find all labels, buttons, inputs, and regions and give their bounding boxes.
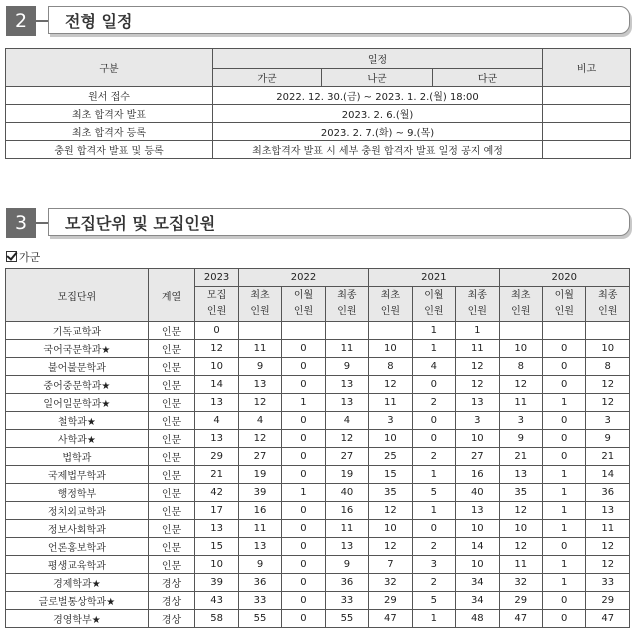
header-unit: 모집단위 [6,269,149,322]
count-cell: 0 [282,520,325,538]
unit-name: 국제법무학과 [6,466,149,484]
count-cell: 1 [543,394,586,412]
table-row [6,520,630,538]
unit-name: 중어중문학과★ [6,376,149,394]
count-cell: 0 [282,412,325,430]
count-cell: 10 [195,358,238,376]
field-name: 인문 [148,394,195,412]
table-row [6,448,630,466]
count-cell: 12 [499,502,542,520]
count-cell: 12 [586,394,630,412]
section-number: 2 [6,6,36,36]
table-row [6,610,630,628]
unit-name: 기독교학과 [6,322,149,340]
count-cell: 10 [369,340,412,358]
field-name: 인문 [148,484,195,502]
count-cell: 58 [195,610,238,628]
count-cell: 0 [282,430,325,448]
field-name: 인문 [148,322,195,340]
table-row [6,538,630,556]
count-cell: 12 [586,556,630,574]
count-cell: 0 [543,448,586,466]
header-field: 계열 [148,269,195,322]
table-row [6,592,630,610]
count-cell: 11 [325,520,368,538]
count-cell: 1 [412,322,455,340]
recruitment-table [5,268,630,628]
count-cell: 10 [586,340,630,358]
count-cell: 12 [195,340,238,358]
count-cell: 0 [282,502,325,520]
count-cell: 11 [238,340,281,358]
count-cell: 0 [543,358,586,376]
count-cell: 5 [412,484,455,502]
count-cell: 2 [412,538,455,556]
count-cell: 8 [586,358,630,376]
table-row [6,376,630,394]
count-cell: 19 [325,466,368,484]
table-row [6,484,630,502]
count-cell: 12 [499,376,542,394]
count-cell: 27 [456,448,499,466]
table-row [6,340,630,358]
count-cell: 10 [369,430,412,448]
count-cell [238,322,281,340]
count-cell: 10 [456,556,499,574]
count-cell: 15 [369,466,412,484]
count-cell: 47 [499,610,542,628]
count-cell: 1 [282,484,325,502]
count-cell: 35 [499,484,542,502]
header-da: 다군 [433,69,543,87]
count-cell: 1 [412,466,455,484]
table-row [6,502,630,520]
count-cell: 11 [238,520,281,538]
checkbox-label: 가군 [19,251,41,264]
schedule-row [6,141,631,159]
count-cell: 10 [456,430,499,448]
count-cell: 0 [543,412,586,430]
count-cell: 14 [456,538,499,556]
count-cell: 39 [238,484,281,502]
count-cell: 12 [456,376,499,394]
header-initial: 최초 인원 [499,287,542,322]
table-row [6,412,630,430]
count-cell: 9 [238,358,281,376]
count-cell: 13 [499,466,542,484]
count-cell: 2 [412,394,455,412]
count-cell: 12 [456,358,499,376]
header-year-2020: 2020 [499,269,629,287]
count-cell: 33 [586,574,630,592]
count-cell: 11 [325,340,368,358]
count-cell: 48 [456,610,499,628]
count-cell: 29 [499,592,542,610]
count-cell: 0 [543,538,586,556]
unit-name: 철학과★ [6,412,149,430]
field-name: 인문 [148,556,195,574]
section-title: 전형 일정 [65,12,133,31]
count-cell: 11 [586,520,630,538]
count-cell: 3 [499,412,542,430]
count-cell: 0 [282,358,325,376]
count-cell: 10 [195,556,238,574]
count-cell: 36 [238,574,281,592]
table-row [6,358,630,376]
count-cell: 1 [412,340,455,358]
header-final: 최종 인원 [456,287,499,322]
table-row [6,430,630,448]
count-cell [282,322,325,340]
count-cell: 12 [586,538,630,556]
count-cell: 1 [282,394,325,412]
unit-name: 정보사회학과 [6,520,149,538]
count-cell: 0 [412,412,455,430]
schedule-label: 원서 접수 [6,87,213,105]
count-cell: 0 [543,592,586,610]
header-final: 최종 인원 [325,287,368,322]
header-ga: 가군 [213,69,322,87]
count-cell: 13 [195,430,238,448]
count-cell: 47 [586,610,630,628]
count-cell: 40 [325,484,368,502]
count-cell: 3 [456,412,499,430]
field-name: 경상 [148,610,195,628]
unit-name: 경제학과★ [6,574,149,592]
count-cell: 0 [282,610,325,628]
schedule-note [543,141,631,159]
schedule-value: 최초합격자 발표 시 세부 충원 합격자 발표 일정 공지 예정 [213,141,543,159]
count-cell: 9 [325,556,368,574]
count-cell [499,322,542,340]
schedule-label: 최초 합격자 등록 [6,123,213,141]
count-cell: 0 [412,430,455,448]
count-cell: 0 [543,430,586,448]
count-cell: 27 [238,448,281,466]
count-cell: 29 [369,592,412,610]
count-cell: 21 [195,466,238,484]
count-cell: 1 [543,556,586,574]
count-cell: 8 [499,358,542,376]
table-row [6,466,630,484]
count-cell: 15 [195,538,238,556]
count-cell: 29 [195,448,238,466]
count-cell: 16 [456,466,499,484]
count-cell: 0 [282,556,325,574]
count-cell: 0 [543,376,586,394]
count-cell [543,322,586,340]
count-cell: 4 [412,358,455,376]
count-cell: 34 [456,592,499,610]
field-name: 경상 [148,592,195,610]
count-cell: 9 [238,556,281,574]
header-initial: 최초 인원 [238,287,281,322]
count-cell: 0 [282,538,325,556]
count-cell: 13 [586,502,630,520]
count-cell: 7 [369,556,412,574]
schedule-note [543,123,631,141]
unit-name: 평생교육학과 [6,556,149,574]
count-cell: 0 [412,520,455,538]
section-connector [36,222,48,224]
count-cell: 13 [325,394,368,412]
count-cell: 0 [195,322,238,340]
count-cell: 1 [543,502,586,520]
count-cell: 14 [586,466,630,484]
count-cell: 1 [543,520,586,538]
count-cell: 12 [369,502,412,520]
count-cell: 0 [543,340,586,358]
count-cell: 12 [499,538,542,556]
unit-name: 글로벌통상학과★ [6,592,149,610]
count-cell: 33 [238,592,281,610]
count-cell [325,322,368,340]
unit-name: 국어국문학과★ [6,340,149,358]
schedule-value: 2023. 2. 6.(월) [213,105,543,123]
count-cell: 1 [456,322,499,340]
unit-name: 언론홍보학과 [6,538,149,556]
header-carryover: 이월 인원 [412,287,455,322]
count-cell: 25 [369,448,412,466]
count-cell: 39 [195,574,238,592]
section-connector [36,20,48,22]
count-cell: 43 [195,592,238,610]
header-year-2023: 2023 [195,269,238,287]
count-cell: 9 [586,430,630,448]
header-na: 나군 [322,69,433,87]
count-cell: 42 [195,484,238,502]
count-cell: 0 [282,574,325,592]
schedule-note [543,105,631,123]
unit-name: 사학과★ [6,430,149,448]
count-cell: 55 [325,610,368,628]
header-initial: 최초 인원 [369,287,412,322]
count-cell: 55 [238,610,281,628]
count-cell: 0 [282,340,325,358]
count-cell: 0 [282,376,325,394]
checkbox-checked-icon [6,251,17,262]
field-name: 인문 [148,430,195,448]
count-cell: 0 [282,448,325,466]
count-cell: 10 [456,520,499,538]
count-cell: 13 [238,376,281,394]
count-cell: 47 [369,610,412,628]
header-category: 구분 [6,49,213,87]
field-name: 인문 [148,538,195,556]
count-cell: 0 [412,376,455,394]
schedule-row [6,123,631,141]
unit-name: 불어불문학과 [6,358,149,376]
count-cell: 11 [499,394,542,412]
count-cell: 3 [412,556,455,574]
count-cell: 1 [412,502,455,520]
count-cell: 5 [412,592,455,610]
header-carryover: 이월 인원 [543,287,586,322]
count-cell: 1 [412,610,455,628]
count-cell: 13 [325,538,368,556]
count-cell: 4 [195,412,238,430]
count-cell: 1 [543,574,586,592]
count-cell: 29 [586,592,630,610]
schedule-value: 2023. 2. 7.(화) ~ 9.(목) [213,123,543,141]
field-name: 인문 [148,520,195,538]
count-cell: 0 [282,592,325,610]
count-cell: 1 [543,484,586,502]
count-cell: 13 [456,502,499,520]
header-year-2021: 2021 [369,269,499,287]
count-cell: 12 [325,430,368,448]
table-row [6,322,630,340]
count-cell: 13 [195,394,238,412]
count-cell: 0 [282,466,325,484]
count-cell: 13 [325,376,368,394]
group-checkbox [6,249,40,265]
header-recruit-count: 모집 인원 [195,287,238,322]
count-cell: 12 [238,394,281,412]
count-cell: 11 [369,394,412,412]
count-cell: 13 [238,538,281,556]
unit-name: 경영학부★ [6,610,149,628]
header-note: 비고 [543,49,631,87]
count-cell: 36 [325,574,368,592]
schedule-label: 충원 합격자 발표 및 등록 [6,141,213,159]
schedule-row [6,87,631,105]
count-cell: 13 [456,394,499,412]
count-cell [369,322,412,340]
section-header-recruitment [6,208,630,238]
count-cell: 11 [456,340,499,358]
count-cell: 2 [412,448,455,466]
count-cell: 17 [195,502,238,520]
header-year-2022: 2022 [238,269,368,287]
count-cell: 8 [369,358,412,376]
count-cell: 33 [325,592,368,610]
count-cell: 12 [238,430,281,448]
count-cell: 1 [543,466,586,484]
schedule-label: 최초 합격자 발표 [6,105,213,123]
section-title-box [48,6,630,34]
count-cell: 40 [456,484,499,502]
unit-name: 정치외교학과 [6,502,149,520]
schedule-table [5,48,631,159]
count-cell: 12 [369,376,412,394]
count-cell: 10 [499,340,542,358]
count-cell: 32 [499,574,542,592]
count-cell: 19 [238,466,281,484]
count-cell: 16 [238,502,281,520]
count-cell: 13 [195,520,238,538]
section-number: 3 [6,208,36,238]
count-cell: 27 [325,448,368,466]
count-cell: 0 [543,610,586,628]
unit-name: 법학과 [6,448,149,466]
table-row [6,574,630,592]
count-cell: 21 [499,448,542,466]
field-name: 인문 [148,502,195,520]
schedule-value: 2022. 12. 30.(금) ~ 2023. 1. 2.(월) 18:00 [213,87,543,105]
count-cell: 4 [238,412,281,430]
schedule-row [6,105,631,123]
section-title-box [48,208,630,236]
count-cell: 10 [499,520,542,538]
count-cell: 9 [499,430,542,448]
unit-name: 일어일문학과★ [6,394,149,412]
field-name: 인문 [148,412,195,430]
section-header-schedule [6,6,630,36]
count-cell: 12 [586,376,630,394]
table-row [6,394,630,412]
count-cell: 3 [586,412,630,430]
header-schedule: 일정 [213,49,543,69]
schedule-note [543,87,631,105]
count-cell: 12 [369,538,412,556]
section-title: 모집단위 및 모집인원 [65,214,216,233]
field-name: 인문 [148,466,195,484]
count-cell: 11 [499,556,542,574]
count-cell: 21 [586,448,630,466]
count-cell: 9 [325,358,368,376]
field-name: 인문 [148,376,195,394]
count-cell: 36 [586,484,630,502]
field-name: 경상 [148,574,195,592]
table-row [6,556,630,574]
count-cell [586,322,630,340]
field-name: 인문 [148,340,195,358]
field-name: 인문 [148,448,195,466]
count-cell: 3 [369,412,412,430]
count-cell: 14 [195,376,238,394]
header-final: 최종 인원 [586,287,630,322]
count-cell: 4 [325,412,368,430]
count-cell: 35 [369,484,412,502]
count-cell: 2 [412,574,455,592]
field-name: 인문 [148,358,195,376]
header-carryover: 이월 인원 [282,287,325,322]
count-cell: 34 [456,574,499,592]
count-cell: 10 [369,520,412,538]
count-cell: 32 [369,574,412,592]
unit-name: 행정학부 [6,484,149,502]
count-cell: 16 [325,502,368,520]
